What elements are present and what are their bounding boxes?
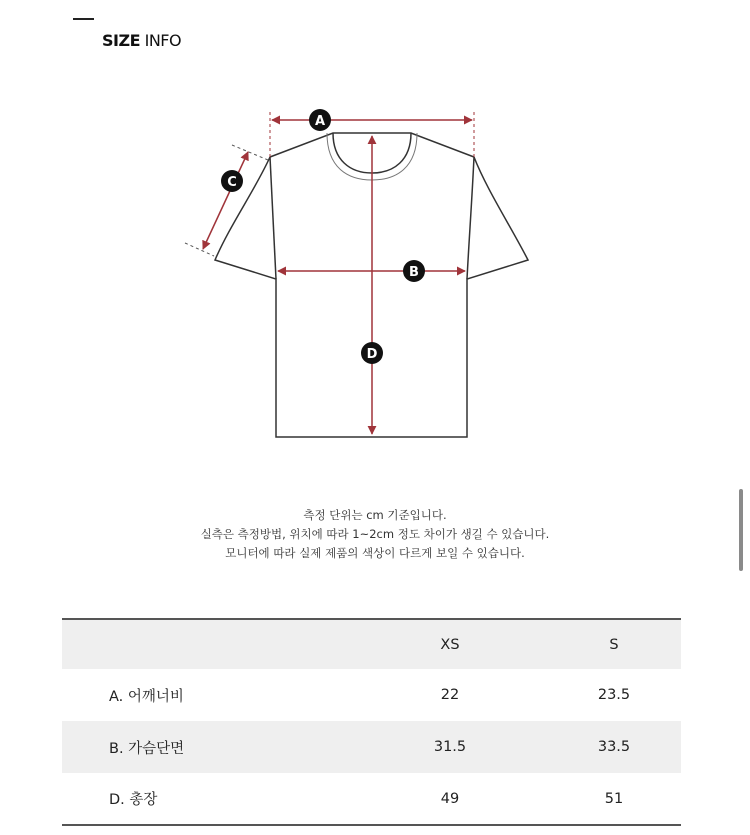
size-table [62, 618, 681, 826]
table-row [62, 669, 681, 721]
tshirt-size-diagram [0, 95, 750, 455]
marker-a-letter: A [314, 114, 326, 129]
table-header-row [62, 619, 681, 669]
marker-c-letter: C [227, 175, 237, 190]
measure-c-tick-top [232, 145, 268, 160]
table-row [62, 721, 681, 773]
section-title-bold: SIZE [102, 31, 141, 50]
marker-d-letter: D [366, 347, 378, 362]
page-scrollbar[interactable] [739, 489, 743, 571]
marker-b-letter: B [409, 265, 419, 280]
row-label: B. 가슴단면 [109, 740, 185, 757]
right-sleeve-seam [467, 157, 474, 279]
top-dash-divider [73, 18, 94, 20]
row-label: D. 총장 [109, 792, 158, 808]
cell-s: 51 [604, 790, 624, 807]
table-row [62, 773, 681, 825]
cell-s: 33.5 [597, 739, 631, 755]
measure-c-arrow [203, 152, 248, 249]
cell-xs: 22 [440, 687, 460, 703]
row-label: A. 어깨너비 [109, 688, 184, 705]
measurement-notes [0, 506, 750, 563]
note-line: 측정 단위는 cm 기준입니다. [303, 508, 447, 522]
section-title-light: INFO [144, 31, 182, 50]
cell-xs: 31.5 [433, 739, 467, 755]
left-sleeve-seam [270, 157, 276, 279]
header-s: S [609, 636, 619, 653]
cell-s: 23.5 [597, 687, 631, 703]
section-title [102, 31, 181, 50]
note-line: 실측은 측정방법, 위치에 따라 1~2cm 정도 차이가 생길 수 있습니다. [200, 527, 550, 541]
note-line: 모니터에 따라 실제 제품의 색상이 다르게 보일 수 있습니다. [225, 546, 525, 560]
header-empty-cell [62, 619, 283, 669]
cell-xs: 49 [440, 790, 460, 807]
header-xs: XS [440, 636, 460, 653]
measure-c-tick-bottom [185, 243, 214, 256]
